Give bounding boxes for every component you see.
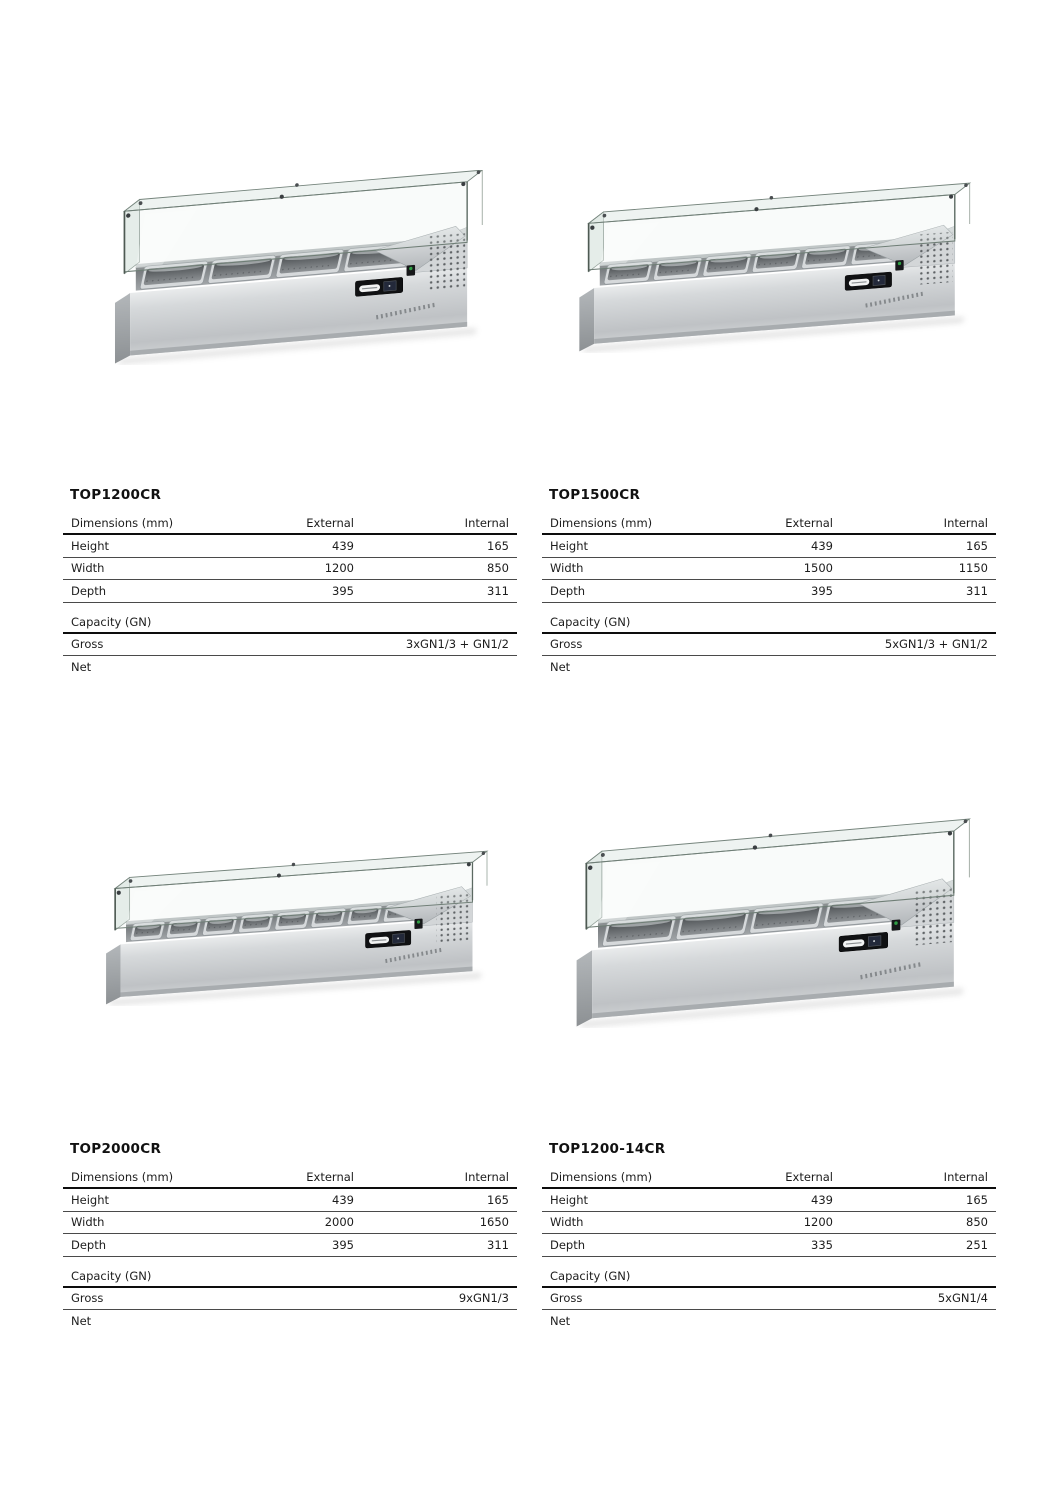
- row-label: Width: [71, 1215, 105, 1230]
- col-external-header: External: [785, 516, 833, 530]
- capacity-label: Capacity (GN): [71, 614, 152, 629]
- col-dimensions-header: Dimensions (mm): [550, 516, 653, 530]
- col-external-header: External: [785, 1170, 833, 1184]
- external-value: 439: [811, 538, 833, 553]
- spec-row-net: [63, 1310, 517, 1331]
- net-label: Net: [71, 659, 92, 674]
- gross-label: Gross: [550, 637, 583, 652]
- internal-value: 311: [966, 583, 988, 598]
- row-label: Depth: [71, 1237, 107, 1252]
- spec-table-top1500cr: [542, 488, 996, 677]
- internal-value: 850: [487, 561, 509, 576]
- internal-value: 165: [487, 538, 509, 553]
- net-label: Net: [550, 1313, 571, 1328]
- capacity-label: Capacity (GN): [550, 614, 631, 629]
- spec-header-row: [542, 1166, 996, 1189]
- product-photo-top1200-14cr: [556, 818, 990, 1028]
- spec-table-top1200-14cr: [542, 1142, 996, 1331]
- col-internal-header: Internal: [943, 516, 988, 530]
- row-label: Width: [550, 1215, 584, 1230]
- refrigerated-countertop-display-unit-photo: [556, 818, 990, 1028]
- spec-row-net: [542, 656, 996, 677]
- power-switch: [407, 265, 416, 276]
- col-dimensions-header: Dimensions (mm): [71, 516, 174, 530]
- row-label: Depth: [71, 583, 107, 598]
- spec-row-width: [542, 558, 996, 581]
- col-external-header: External: [306, 1170, 354, 1184]
- gross-label: Gross: [71, 637, 104, 652]
- spec-row-width: [63, 1212, 517, 1235]
- spec-row-gross: [542, 1288, 996, 1311]
- spec-row-depth: [63, 1234, 517, 1257]
- row-label: Width: [71, 561, 105, 576]
- external-value: 1500: [803, 561, 833, 576]
- spec-row-net: [542, 1310, 996, 1331]
- gross-value: 5xGN1/4: [937, 1291, 988, 1306]
- internal-value: 850: [966, 1215, 988, 1230]
- internal-value: 1650: [479, 1215, 509, 1230]
- product-photo-top1200cr: [92, 170, 492, 365]
- spec-row-depth: [63, 580, 517, 603]
- spec-row-height: [542, 1189, 996, 1212]
- row-label: Height: [550, 538, 589, 553]
- product-photo-top1500cr: [554, 182, 982, 353]
- internal-value: 311: [487, 583, 509, 598]
- internal-value: 165: [966, 538, 988, 553]
- capacity-section-header: [542, 1257, 996, 1288]
- external-value: 395: [332, 583, 354, 598]
- power-switch: [892, 919, 901, 930]
- gross-label: Gross: [550, 1291, 583, 1306]
- internal-value: 251: [966, 1237, 988, 1252]
- internal-value: 311: [487, 1237, 509, 1252]
- gross-label: Gross: [71, 1291, 104, 1306]
- row-label: Height: [71, 538, 110, 553]
- spec-row-height: [542, 535, 996, 558]
- spec-row-width: [542, 1212, 996, 1235]
- external-value: 335: [811, 1237, 833, 1252]
- external-value: 1200: [324, 561, 354, 576]
- col-dimensions-header: Dimensions (mm): [550, 1170, 653, 1184]
- product-model-title: TOP2000CR: [70, 1141, 162, 1157]
- capacity-label: Capacity (GN): [71, 1268, 152, 1283]
- row-label: Depth: [550, 583, 586, 598]
- power-switch: [895, 260, 903, 271]
- col-dimensions-header: Dimensions (mm): [71, 1170, 174, 1184]
- col-external-header: External: [306, 516, 354, 530]
- capacity-section-header: [542, 603, 996, 634]
- internal-value: 165: [487, 1192, 509, 1207]
- power-switch: [414, 919, 422, 930]
- spec-row-depth: [542, 580, 996, 603]
- external-value: 2000: [324, 1215, 354, 1230]
- capacity-section-header: [63, 603, 517, 634]
- external-value: 395: [332, 1237, 354, 1252]
- col-internal-header: Internal: [464, 1170, 509, 1184]
- spec-row-net: [63, 656, 517, 677]
- spec-row-height: [63, 1189, 517, 1212]
- product-model-title: TOP1200CR: [70, 487, 162, 503]
- spec-table-top1200cr: [63, 488, 517, 677]
- external-value: 395: [811, 583, 833, 598]
- product-model-title: TOP1500CR: [549, 487, 641, 503]
- spec-row-depth: [542, 1234, 996, 1257]
- spec-row-width: [63, 558, 517, 581]
- refrigerated-countertop-display-unit-photo: [78, 850, 506, 1006]
- spec-header-row: [63, 1166, 517, 1189]
- refrigerated-countertop-display-unit-photo: [554, 182, 982, 353]
- capacity-label: Capacity (GN): [550, 1268, 631, 1283]
- net-label: Net: [550, 659, 571, 674]
- spec-row-gross: [542, 634, 996, 657]
- gross-value: 9xGN1/3: [458, 1291, 509, 1306]
- row-label: Height: [550, 1192, 589, 1207]
- gross-value: 3xGN1/3 + GN1/2: [405, 637, 509, 652]
- spec-header-row: [542, 512, 996, 535]
- col-internal-header: Internal: [943, 1170, 988, 1184]
- capacity-section-header: [63, 1257, 517, 1288]
- external-value: 439: [811, 1192, 833, 1207]
- external-value: 1200: [803, 1215, 833, 1230]
- spec-row-gross: [63, 1288, 517, 1311]
- product-photo-top2000cr: [78, 850, 506, 1006]
- external-value: 439: [332, 538, 354, 553]
- internal-value: 165: [966, 1192, 988, 1207]
- product-model-title: TOP1200-14CR: [549, 1141, 666, 1157]
- internal-value: 1150: [958, 561, 988, 576]
- spec-header-row: [63, 512, 517, 535]
- gross-value: 5xGN1/3 + GN1/2: [884, 637, 988, 652]
- external-value: 439: [332, 1192, 354, 1207]
- row-label: Width: [550, 561, 584, 576]
- row-label: Height: [71, 1192, 110, 1207]
- control-panel: [365, 930, 410, 948]
- refrigerated-countertop-display-unit-photo: [92, 170, 492, 365]
- row-label: Depth: [550, 1237, 586, 1252]
- spec-row-height: [63, 535, 517, 558]
- spec-table-top2000cr: [63, 1142, 517, 1331]
- spec-row-gross: [63, 634, 517, 657]
- col-internal-header: Internal: [464, 516, 509, 530]
- net-label: Net: [71, 1313, 92, 1328]
